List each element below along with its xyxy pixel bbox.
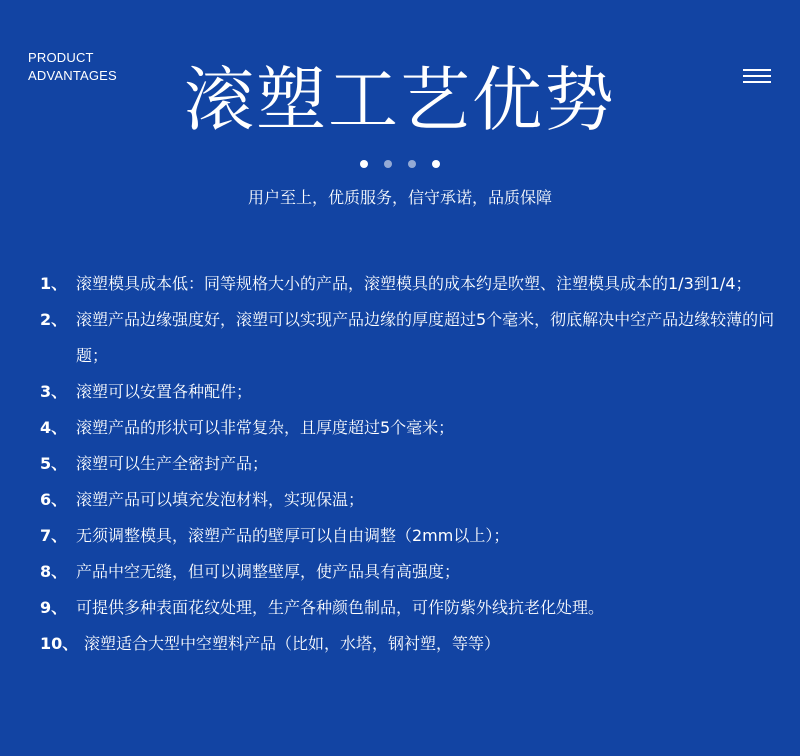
- list-item-text: 产品中空无缝，但可以调整壁厚，使产品具有高强度；: [76, 562, 461, 581]
- list-item-text: 无须调整模具，滚塑产品的壁厚可以自由调整（2mm以上）；: [76, 526, 510, 545]
- list-item-number: 1、: [40, 274, 68, 293]
- eyebrow-line-1: PRODUCT: [28, 50, 94, 65]
- list-item: [40, 266, 780, 302]
- list-item-text: 滚塑可以生产全密封产品；: [76, 454, 269, 473]
- eyebrow-line-2: ADVANTAGES: [28, 68, 117, 83]
- list-item-text: 滚塑适合大型中空塑料产品（比如，水塔，钢衬塑，等等）: [84, 634, 501, 653]
- list-item-number: 2、: [40, 310, 68, 329]
- list-item-number: 4、: [40, 418, 68, 437]
- list-item: [40, 626, 780, 662]
- list-item: [40, 518, 780, 554]
- carousel-dot[interactable]: [408, 160, 416, 168]
- list-item: [40, 410, 780, 446]
- list-item-text: 滚塑可以安置各种配件；: [76, 382, 253, 401]
- list-item-text: 滚塑产品边缘强度好，滚塑可以实现产品边缘的厚度超过5个毫米，彻底解决中空产品边缘较薄的问题；: [76, 310, 775, 365]
- list-item: [40, 554, 780, 590]
- carousel-dot[interactable]: [360, 160, 368, 168]
- carousel-dots: [0, 160, 800, 168]
- page-subtitle: 用户至上，优质服务，信守承诺，品质保障: [247, 188, 552, 207]
- list-item-number: 7、: [40, 526, 68, 545]
- list-item-number: 8、: [40, 562, 68, 581]
- list-item-text: 滚塑产品可以填充发泡材料，实现保温；: [76, 490, 365, 509]
- carousel-dot[interactable]: [384, 160, 392, 168]
- list-item-number: 5、: [40, 454, 68, 473]
- list-item-number: 6、: [40, 490, 68, 509]
- list-item-number: 3、: [40, 382, 68, 401]
- carousel-dot[interactable]: [432, 160, 440, 168]
- list-item: [40, 446, 780, 482]
- list-item: [40, 590, 780, 626]
- list-item: [40, 374, 780, 410]
- list-item-number: 9、: [40, 598, 68, 617]
- list-item-text: 滚塑产品的形状可以非常复杂，且厚度超过5个毫米；: [76, 418, 455, 437]
- list-item-number: 10、: [40, 634, 79, 653]
- list-item-text: 可提供多种表面花纹处理，生产各种颜色制品，可作防紫外线抗老化处理。: [76, 598, 605, 617]
- list-item-text: 滚塑模具成本低：同等规格大小的产品，滚塑模具的成本约是吹塑、注塑模具成本的1/3到1/4；: [76, 274, 752, 293]
- page-title: 滚塑工艺优势: [184, 59, 616, 141]
- list-item: [40, 302, 780, 374]
- list-item: [40, 482, 780, 518]
- advantages-list: [40, 266, 780, 662]
